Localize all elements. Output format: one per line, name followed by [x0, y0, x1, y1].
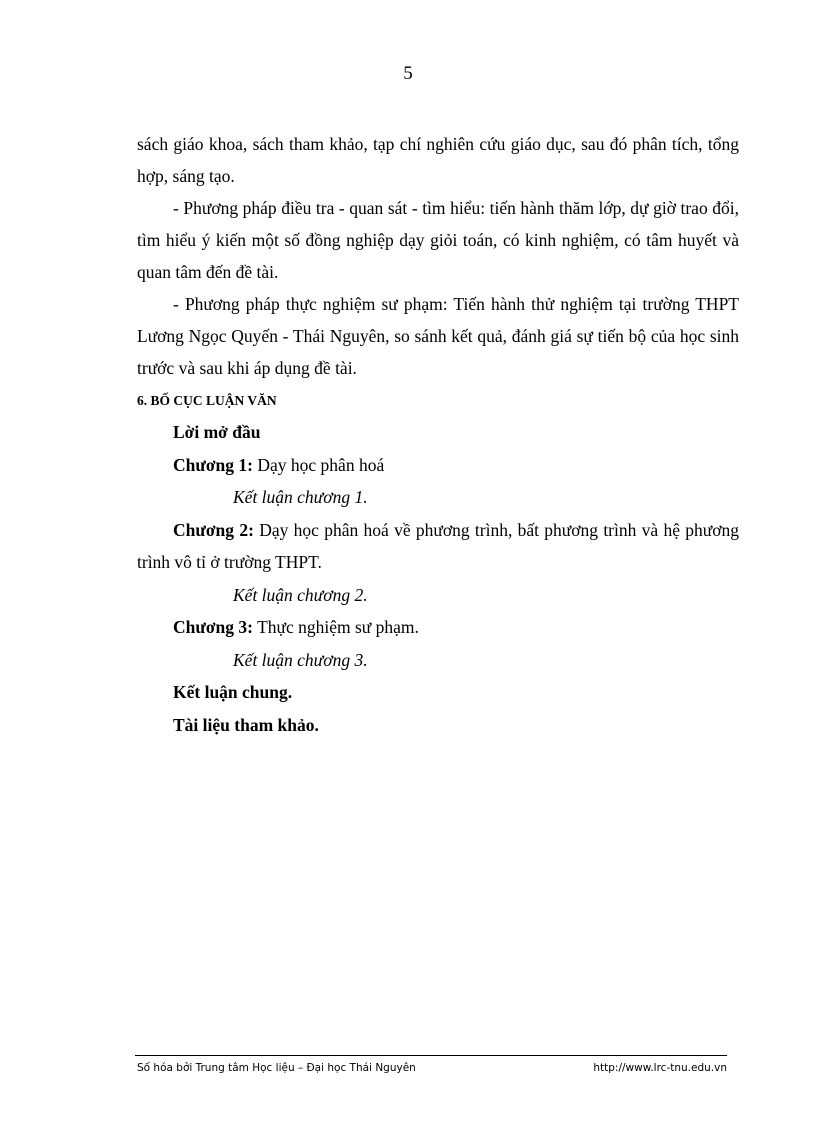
chapter-3-title: Thực nghiệm sư phạm.	[257, 617, 419, 637]
paragraph-3: - Phương pháp thực nghiệm sư phạm: Tiến hành thử nghiệm tại trường THPT Lương Ngọc Quyến - Thái Nguyên, so sánh kết quả, đánh giá sự tiến bộ của học sinh trước và sau khi áp dụng đề tài.	[137, 294, 739, 378]
outline-references: Tài liệu tham khảo.	[173, 714, 319, 735]
footer-url: http://www.lrc-tnu.edu.vn	[593, 1062, 727, 1074]
outline-chapter-1-conclusion: Kết luận chương 1.	[233, 487, 368, 507]
chapter-1-title: Dạy học phân hoá	[257, 454, 385, 475]
chapter-1-label: Chương 1:	[173, 454, 253, 475]
page-number: 5	[403, 63, 413, 84]
paragraph-2: - Phương pháp điều tra - quan sát - tìm hiểu: tiến hành thăm lớp, dự giờ trao đổi, tìm hiểu ý kiến một số đồng nghiệp dạy giỏi toán, có kinh nghiệm, có tâm huyết và quan tâm đến đề tài.	[137, 198, 739, 282]
document-body	[137, 128, 739, 741]
outline-chapter-3	[137, 611, 739, 644]
outline-chapter-2	[137, 514, 739, 579]
chapter-3-label: Chương 3:	[173, 617, 253, 637]
paragraph-1: sách giáo khoa, sách tham khảo, tạp chí nghiên cứu giáo dục, sau đó phân tích, tổng hợp, sáng tạo.	[137, 134, 739, 186]
footer-divider	[135, 1055, 727, 1056]
chapter-2-label: Chương 2:	[173, 519, 254, 540]
chapter-2-title: Dạy học phân hoá về phương trình, bất phương trình và hệ phương trình vô tỉ ở trường THPT.	[137, 519, 740, 572]
outline-chapter-3-conclusion: Kết luận chương 3.	[233, 649, 368, 670]
footer-source: Số hóa bởi Trung tâm Học liệu – Đại học Thái Nguyên	[137, 1062, 416, 1074]
outline-chapter-2-conclusion: Kết luận chương 2.	[233, 584, 368, 605]
outline-chapter-1	[137, 449, 739, 482]
footer	[137, 1062, 727, 1080]
outline-general-conclusion: Kết luận chung.	[173, 682, 293, 702]
section-heading: 6. BỐ CỤC LUẬN VĂN	[137, 393, 277, 408]
outline-intro: Lời mở đầu	[173, 422, 261, 442]
